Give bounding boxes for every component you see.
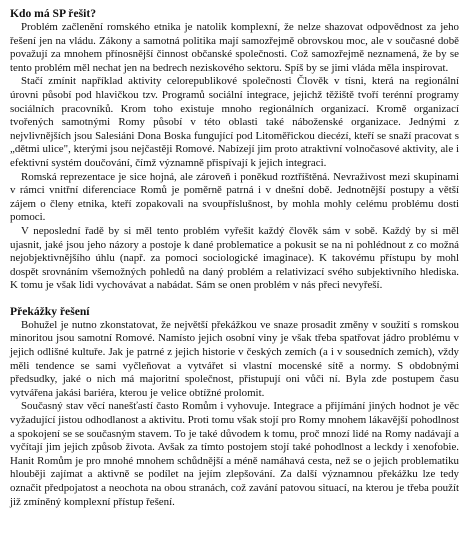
paragraph: Romská reprezentace je sice hojná, ale zároveň i poněkud roztříštěná. Nevraživost mezi skupinami v rámci vnitřní diferenciace Romů je poměrně patrná i v dnešní době. Jednotnější postupy a větší zájem o členy etnika, kteří zopakovali na svoupříslušnost, by mohla mohly celému problému dosti pomoci. xyxy=(10,170,459,224)
section-obstacles xyxy=(10,305,459,509)
section-heading: Překážky řešení xyxy=(10,304,90,318)
paragraph: Problém začlenění romského etnika je natolik komplexní, že nelze shazovat odpovědnost za jeho řešení jen na vládu. Zákony a samotná politika mají samozřejmě obrovskou moc, ale v současné době považují za mnohem přínosnější činnost občanské společnosti. Což samozřejmě neznamená, že by se tento problém měl nechat jen na bedrech neziskového sektoru. Spíš by se jimi vláda měla inspirovat. xyxy=(10,21,459,74)
section-who-should-solve xyxy=(10,7,459,293)
section-heading: Kdo má SP řešit? xyxy=(10,7,96,20)
paragraph: Současný stav věcí nanešťastí často Romům i vyhovuje. Integrace a přijímání jiných hodnot je věc vyžadující jistou odhodlanost a aktivitu. Proti tomu však stojí pro Romy mnohem lákavější pohodlnost a spokojení se se současným stavem. To je také důvodem k tomu, proč mnozí lidé na Romy nadávají a vyčítají jim jejich způsob života. Avšak za tímto postojem stojí také pohodlnost a leckdy i xenofobie. Hanit Romům je pro mnohé mnohem schůdnější a méně namáhavá cesta, než se o jejich problematiku hlouběji zajímat a aktivně se podílet na jejím zlepšování. Za další významnou překážku lze tedy označit předpojatost a neochota na obou stranách, což zavání patovou situací, na kterou je třeba použít již zmíněný komplexní přístup řešení. xyxy=(10,400,459,508)
paragraph: Bohužel je nutno zkonstatovat, že největší překážkou ve snaze prosadit změny v soužití s romskou minoritou jsou samotní Romové. Namísto jejich osobní viny je však třeba spatřovat jádro problému v jejich odlišné kultuře. Jak je patrné z jejich historie v českých zemích (a i v sousedních zemích), vždy měli tendence se sami vyčleňovat a vytvářet si vlastní mocenské sítě a normy. S obdobnými předsudky, jaké o nich má majoritní společnost, přistupují oni vůči ní. Byla zde postupem času vytvářena jakási bariéra, kterou je velice obtížné prolomit. xyxy=(10,318,459,399)
paragraph: Stačí zmínit například aktivity celorepublikové společnosti Člověk v tísni, která na regionální úrovni působí pod hlavičkou tzv. Programů sociální integrace, jejichž těžiště tvoří terénní programy sociálních pracovníků. Krom toho existuje mnoho regionálních organizací. Kromě organizací tvořených samotnými Romy působí v této oblasti také náboženské organizace. Jednými z nejvlivnějších jsou Salesiáni Dona Boska fungující pod Litoměřickou diecézí, kteří se snaží pracovat s „dětmi ulice", kterými jsou nejčastěji Romové. Nabízejí jim proto atraktivní volnočasové aktivity, ale i efektivní systém doučování, čímž významně přispívají k jejich integraci. xyxy=(10,75,459,169)
paragraph: V neposlední řadě by si měl tento problém vyřešit každý člověk sám v sobě. Každý by si měl ujasnit, jaké jsou jeho názory a postoje k dané problematice a pokusit se na ni pohlédnout z co možná nejobjektivnějšího úhlu (např. za pomoci sociologické imaginace). K takovému přístupu by mohl dospět srovnáním všemožných pohledů na daný problém a relativizací svého subjektivního hlediska. K tomu je však lidi vychovávat a nabádat. Sám se onen problém v nás přeci nevyřeší. xyxy=(10,224,459,292)
section-spacer xyxy=(10,293,459,305)
